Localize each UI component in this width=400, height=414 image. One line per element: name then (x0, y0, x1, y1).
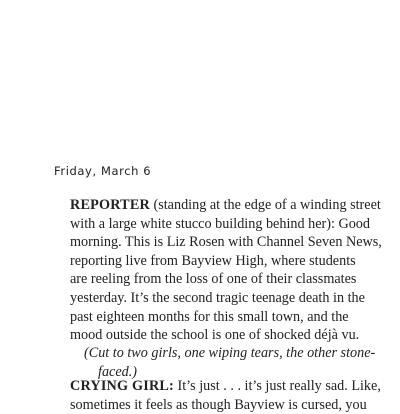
speaker-name: CRYING GIRL: (70, 378, 174, 394)
text-line: are reeling from the loss of one of their classmates (70, 271, 357, 288)
date-heading: Friday, March 6 (54, 164, 152, 178)
text-line (70, 196, 381, 215)
text-line: (Cut to two girls, one wiping tears, the other stone- (84, 345, 376, 361)
text-line: past eighteen months for this small town, and the (70, 308, 349, 325)
stage-direction (84, 344, 376, 381)
reporter-paragraph (70, 196, 382, 345)
text-line: mood outside the school is one of shocked déjà vu. (70, 327, 360, 344)
crying-girl-paragraph (70, 377, 381, 414)
text-line: reporting live from Bayview High, where students (70, 252, 356, 269)
text-segment: (standing at the edge of a winding street (149, 197, 381, 213)
text-line (70, 377, 381, 396)
text-line: with a large white stucco building behind her): Good (70, 215, 370, 232)
text-line: yesterday. It’s the second tragic teenage death in the (70, 289, 365, 306)
text-line: sometimes it feels as though Bayview is cursed, you (70, 396, 367, 413)
text-segment: It’s just . . . it’s just really sad. Like, (173, 378, 381, 394)
speaker-name: REPORTER (70, 197, 150, 213)
text-line: morning. This is Liz Rosen with Channel Seven News, (70, 234, 382, 251)
text-line: faced.) (98, 363, 137, 380)
